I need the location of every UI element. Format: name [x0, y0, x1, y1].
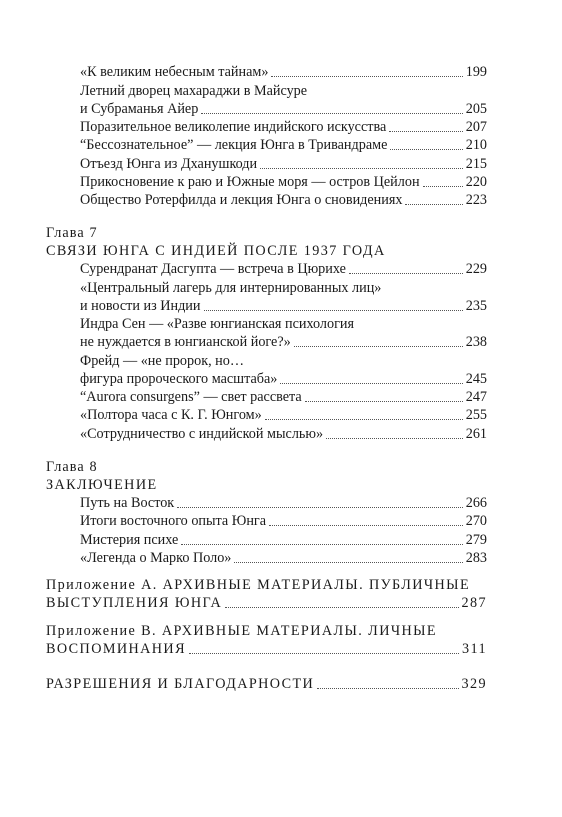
toc-entry	[0, 100, 562, 119]
toc-entry-title: Мистерия психе	[80, 532, 179, 548]
toc-entry-title: Отъезд Юнга из Дханушкоди	[80, 156, 258, 172]
appendix-a-entry: ВЫСТУПЛЕНИЯ ЮНГА 287	[46, 595, 487, 611]
toc-entry-title: не нуждается в юнгианской йоге?»	[80, 334, 291, 350]
toc-entry-title: Индра Сен — «Разве юнгианская психология	[80, 316, 355, 332]
dot-leader	[189, 653, 459, 654]
toc-entry-title: Путь на Восток	[80, 495, 175, 511]
toc-entry-page: 238	[465, 334, 487, 350]
toc-entry-title: Итоги восточного опыта Юнга	[80, 513, 267, 529]
toc-entry-page: 329	[461, 676, 487, 692]
toc-entry-title: и Субраманья Айер	[80, 101, 199, 117]
toc-entry-page: 270	[465, 513, 487, 529]
toc-entry-title: Поразительное великолепие индийского искусства	[80, 119, 387, 135]
toc-entry-page: 279	[465, 532, 487, 548]
toc-entry	[0, 494, 562, 513]
toc-entry	[0, 531, 562, 550]
chapter-title: СВЯЗИ ЮНГА С ИНДИЕЙ ПОСЛЕ 1937 ГОДА	[46, 243, 386, 259]
toc-entry-title: Сурендранат Дасгупта — встреча в Цюрихе	[80, 261, 346, 277]
toc-entry-page: 266	[465, 495, 487, 511]
dot-leader	[294, 346, 463, 347]
toc-entry	[0, 297, 562, 316]
toc-entry	[0, 155, 562, 174]
toc-entry-page: 215	[465, 156, 487, 172]
toc-entry-page: 245	[465, 371, 487, 387]
toc-entry	[0, 173, 562, 192]
toc-entry-page: 287	[461, 595, 487, 611]
toc-entry-title: Фрейд — «не пророк, но…	[80, 353, 245, 369]
permissions-entry: РАЗРЕШЕНИЯ И БЛАГОДАРНОСТИ 329	[46, 676, 487, 692]
toc-entry-page: 311	[462, 641, 487, 657]
dot-leader	[181, 544, 463, 545]
toc-entry-page: 210	[465, 137, 487, 153]
toc-entry-page: 223	[465, 192, 487, 208]
toc-entry	[0, 388, 562, 407]
chapter-label: Глава 7	[46, 225, 98, 241]
chapter-label: Глава 8	[46, 459, 98, 475]
toc-entry-page: 235	[465, 298, 487, 314]
dot-leader	[405, 204, 463, 205]
dot-leader	[269, 525, 463, 526]
dot-leader	[204, 310, 463, 311]
appendix-a-heading: Приложение А. АРХИВНЫЕ МАТЕРИАЛЫ. ПУБЛИЧНЫЕ	[46, 577, 471, 593]
toc-entry	[0, 191, 562, 210]
dot-leader	[390, 149, 463, 150]
toc-entry	[0, 333, 562, 352]
toc-entry-title: «Сотрудничество с индийской мыслью»	[80, 426, 324, 442]
dot-leader	[389, 131, 463, 132]
toc-entry	[0, 118, 562, 137]
dot-leader	[177, 507, 463, 508]
toc-entry	[0, 260, 562, 279]
chapter-title: ЗАКЛЮЧЕНИЕ	[46, 477, 158, 493]
toc-entry-page: 261	[465, 426, 487, 442]
dot-leader	[349, 273, 463, 274]
toc-entry	[0, 425, 562, 444]
toc-entry	[0, 512, 562, 531]
toc-entry	[0, 63, 562, 82]
toc-entry	[0, 279, 562, 298]
toc-entry-title: Летний дворец махараджи в Майсуре	[80, 83, 308, 99]
toc-entry-title: «Центральный лагерь для интернированных лиц»	[80, 280, 382, 296]
toc-entry-page: 220	[465, 174, 487, 190]
dot-leader	[225, 607, 459, 608]
toc-entry-title: Прикосновение к раю и Южные моря — остров Цейлон	[80, 174, 420, 190]
dot-leader	[271, 76, 463, 77]
appendix-b-entry: ВОСПОМИНАНИЯ 311	[46, 641, 487, 657]
toc-entry-title: «Полтора часа с К. Г. Юнгом»	[80, 407, 262, 423]
dot-leader	[317, 688, 459, 689]
toc-entry-page: 247	[465, 389, 487, 405]
toc-entry	[0, 370, 562, 389]
toc-entry	[0, 352, 562, 371]
dot-leader	[234, 562, 463, 563]
dot-leader	[201, 113, 463, 114]
dot-leader	[326, 438, 463, 439]
toc-entry-title: «Легенда о Марко Поло»	[80, 550, 232, 566]
toc-entry-page: 229	[465, 261, 487, 277]
dot-leader	[265, 419, 463, 420]
toc-entry-title: фигура пророческого масштаба»	[80, 371, 278, 387]
toc-entry-title: «К великим небесным тайнам»	[80, 64, 269, 80]
toc-entry	[0, 82, 562, 101]
toc-entry-page: 205	[465, 101, 487, 117]
toc-entry	[0, 315, 562, 334]
toc-entry-page: 283	[465, 550, 487, 566]
toc-entry	[0, 549, 562, 568]
dot-leader	[280, 383, 463, 384]
toc-entry-page: 199	[465, 64, 487, 80]
dot-leader	[260, 168, 463, 169]
toc-entry	[0, 406, 562, 425]
toc-entry-title: “Бессознательное” — лекция Юнга в Тривандраме	[80, 137, 388, 153]
toc-entry-title: Общество Ротерфилда и лекция Юнга о сновидениях	[80, 192, 403, 208]
dot-leader	[423, 186, 463, 187]
toc-entry-title: “Aurora consurgens” — свет рассвета	[80, 389, 302, 405]
toc-entry-title: и новости из Индии	[80, 298, 201, 314]
toc-entry	[0, 136, 562, 155]
toc-entry-page: 207	[465, 119, 487, 135]
appendix-b-heading: Приложение В. АРХИВНЫЕ МАТЕРИАЛЫ. ЛИЧНЫЕ	[46, 623, 437, 639]
toc-entry-page: 255	[465, 407, 487, 423]
dot-leader	[305, 401, 463, 402]
